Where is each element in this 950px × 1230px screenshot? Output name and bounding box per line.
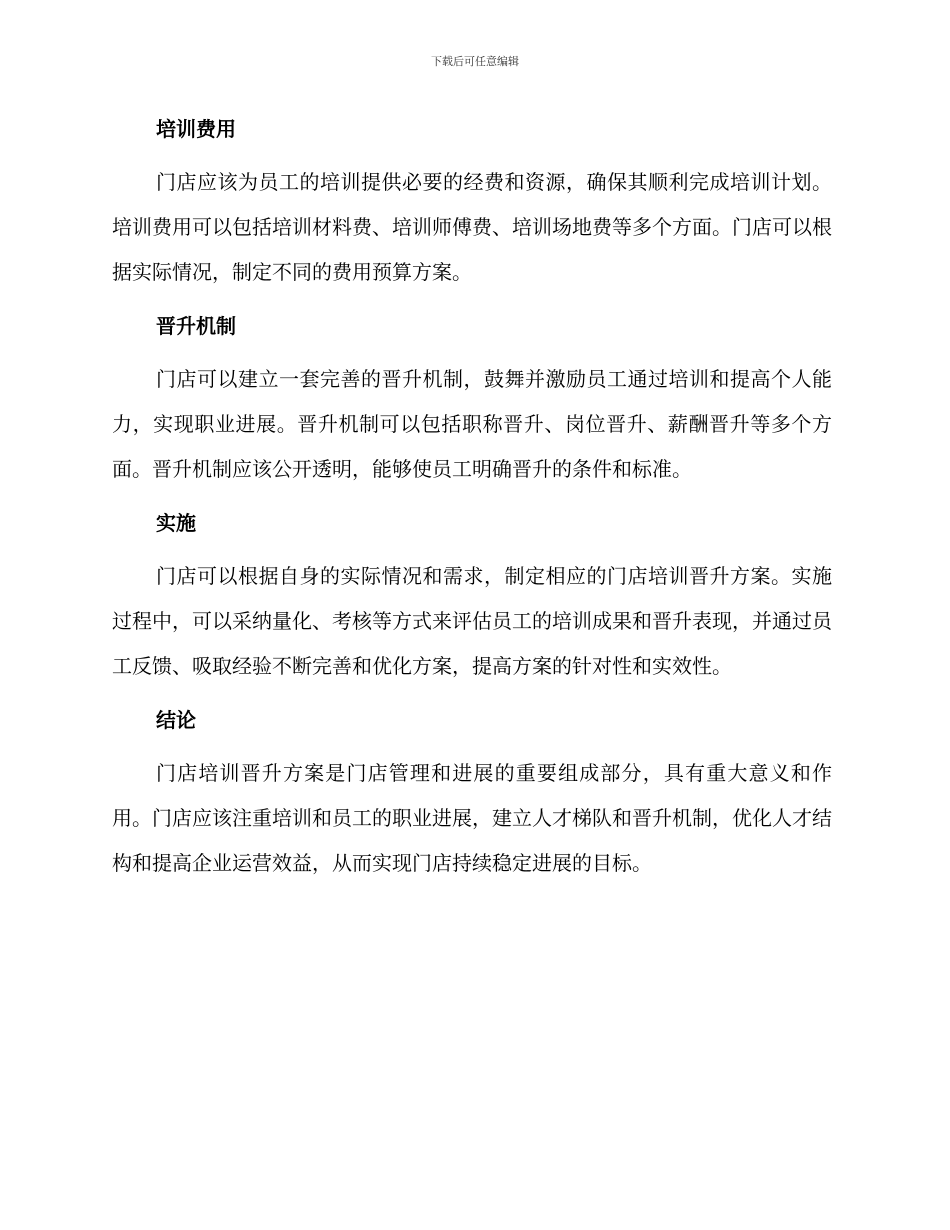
section-paragraph: 门店可以建立一套完善的晋升机制，鼓舞并激励员工通过培训和提高个人能力，实现职业进展。晋升机制可以包括职称晋升、岗位晋升、薪酬晋升等多个方面。晋升机制应该公开透明，能够使员工明确晋升的条件和标准。	[112, 367, 832, 481]
section-heading: 培训费用	[156, 117, 236, 141]
section-training-cost	[112, 112, 832, 309]
document-body	[112, 112, 832, 886]
section-paragraph: 门店可以根据自身的实际情况和需求，制定相应的门店培训晋升方案。实施过程中，可以采纳量化、考核等方式来评估员工的培训成果和晋升表现，并通过员工反馈、吸取经验不断完善和优化方案，提高方案的针对性和实效性。	[112, 564, 832, 678]
section-heading: 结论	[156, 708, 196, 732]
section-heading: 晋升机制	[156, 314, 236, 338]
section-implementation	[112, 506, 832, 703]
section-heading: 实施	[156, 511, 196, 535]
section-conclusion	[112, 703, 832, 886]
section-paragraph: 门店应该为员工的培训提供必要的经费和资源，确保其顺利完成培训计划。培训费用可以包括培训材料费、培训师傅费、培训场地费等多个方面。门店可以根据实际情况，制定不同的费用预算方案。	[112, 170, 832, 284]
section-promotion-mechanism	[112, 309, 832, 506]
section-paragraph: 门店培训晋升方案是门店管理和进展的重要组成部分，具有重大意义和作用。门店应该注重培训和员工的职业进展，建立人才梯队和晋升机制，优化人才结构和提高企业运营效益，从而实现门店持续稳定进展的目标。	[112, 761, 832, 875]
header-note: 下载后可任意编辑	[431, 55, 519, 68]
